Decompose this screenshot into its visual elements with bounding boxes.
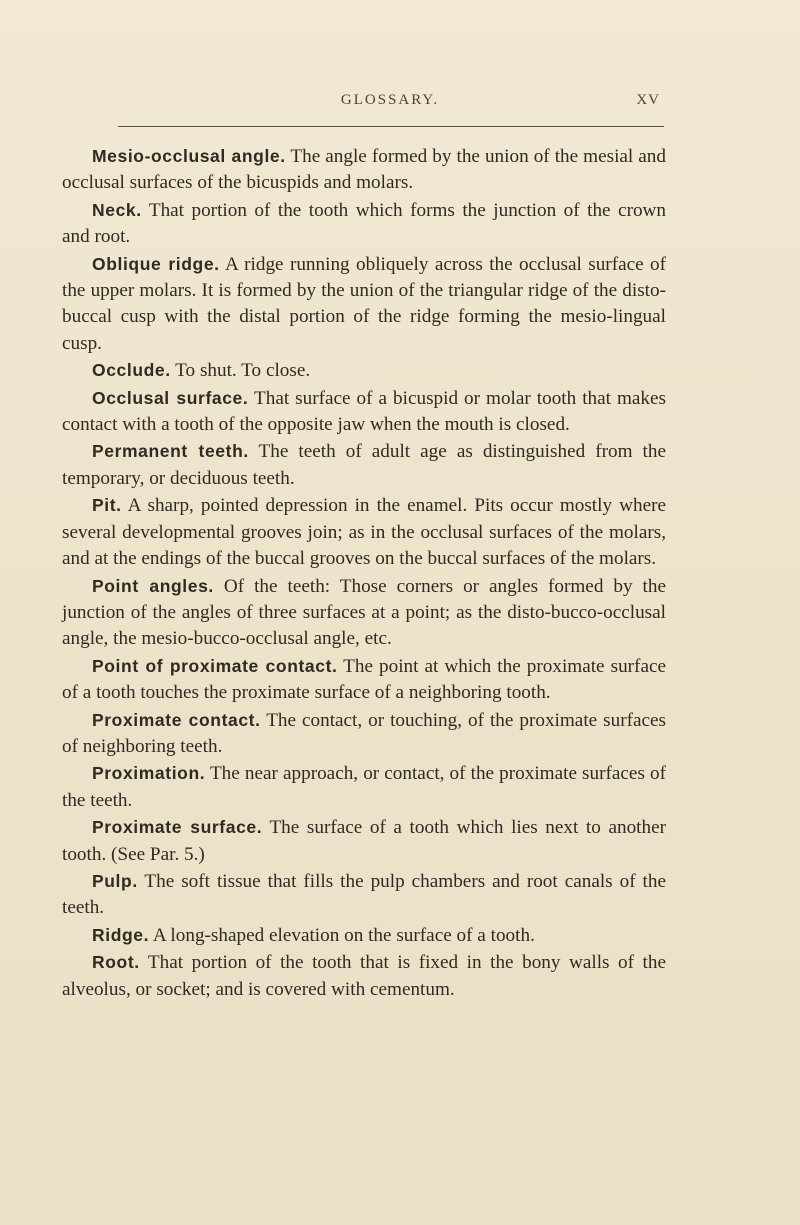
page-title: GLOSSARY. bbox=[340, 92, 440, 108]
entry-term: Point angles. bbox=[92, 575, 214, 596]
glossary-entry bbox=[62, 251, 666, 358]
entry-definition: That portion of the tooth which forms the junction of the crown and root. bbox=[62, 199, 666, 248]
entry-term: Mesio-occlusal angle. bbox=[92, 146, 286, 166]
entry-definition: The surface of a tooth which lies next to another tooth. (See Par. 5.) bbox=[62, 817, 666, 865]
entry-term: Neck. bbox=[92, 199, 142, 220]
entry-definition: That surface of a bicuspid or molar tooth that makes contact with a tooth of the opposite jaw when the mouth is closed. bbox=[62, 387, 667, 436]
entry-definition: A long-shaped elevation on the surface of a tooth. bbox=[152, 924, 535, 946]
glossary-entry bbox=[62, 197, 666, 251]
entry-term: Point of proximate contact. bbox=[92, 655, 338, 676]
glossary-entry bbox=[62, 492, 666, 572]
glossary-entry bbox=[62, 707, 666, 761]
header-rule bbox=[118, 126, 664, 127]
glossary-entry bbox=[62, 922, 666, 949]
entry-term: Ridge. bbox=[92, 924, 150, 945]
entry-definition: A ridge running obliquely across the occlusal surface of the upper molars. It is formed by the union of the triangular ridge of the disto-buccal cusp with the distal portion of the ridge forming the mesio-lingual cusp. bbox=[62, 253, 666, 354]
entry-definition: The teeth of adult age as distinguished from the temporary, or deciduous teeth. bbox=[62, 441, 666, 489]
entry-definition: The soft tissue that fills the pulp chambers and root canals of the teeth. bbox=[62, 870, 666, 919]
entry-term: Root. bbox=[92, 952, 140, 973]
entry-definition: To shut. To close. bbox=[175, 360, 311, 382]
glossary-entry bbox=[62, 949, 666, 1003]
glossary-entry bbox=[62, 573, 666, 653]
running-head bbox=[120, 92, 660, 116]
entry-definition: The near approach, or contact, of the proximate surfaces of the teeth. bbox=[62, 763, 666, 811]
glossary-entry bbox=[62, 653, 666, 707]
entry-term: Proximation. bbox=[92, 763, 206, 784]
entry-definition: Of the teeth: Those corners or angles formed by the junction of the angles of three surfaces at a point; as the disto-bucco-occlusal angle, the mesio-bucco-occlusal angle, etc. bbox=[62, 575, 666, 650]
entry-definition: That portion of the tooth that is fixed in the bony walls of the alveolus, or socket; and is covered with cementum. bbox=[62, 952, 667, 1000]
glossary-entry bbox=[62, 357, 666, 384]
page-number: XV bbox=[636, 92, 660, 108]
entry-definition: The contact, or touching, of the proximate surfaces of neighboring teeth. bbox=[62, 709, 666, 757]
entry-definition: A sharp, pointed depression in the enamel. Pits occur mostly where several developmental grooves join; as in the occlusal surfaces of the molars, and at the endings of the buccal grooves on the buccal surfaces of the molars. bbox=[62, 495, 666, 570]
entry-term: Oblique ridge. bbox=[92, 253, 220, 274]
entry-term: Occlusal surface. bbox=[92, 387, 249, 408]
entry-term: Proximate surface. bbox=[92, 817, 263, 838]
entry-definition: The angle formed by the union of the mesial and occlusal surfaces of the bicuspids and molars. bbox=[62, 146, 666, 194]
glossary-entries bbox=[62, 143, 666, 1003]
entry-term: Pulp. bbox=[92, 870, 138, 891]
entry-term: Permanent teeth. bbox=[92, 441, 249, 462]
glossary-entry bbox=[62, 143, 666, 197]
entry-term: Occlude. bbox=[92, 360, 171, 381]
glossary-entry bbox=[62, 868, 666, 922]
entry-term: Pit. bbox=[92, 495, 122, 516]
glossary-entry bbox=[62, 385, 666, 439]
glossary-entry bbox=[62, 760, 666, 814]
entry-term: Proximate contact. bbox=[92, 709, 261, 730]
glossary-entry bbox=[62, 438, 666, 492]
glossary-entry bbox=[62, 814, 666, 868]
entry-definition: The point at which the proximate surface of a tooth touches the proximate surface of a neighboring tooth. bbox=[62, 655, 666, 704]
